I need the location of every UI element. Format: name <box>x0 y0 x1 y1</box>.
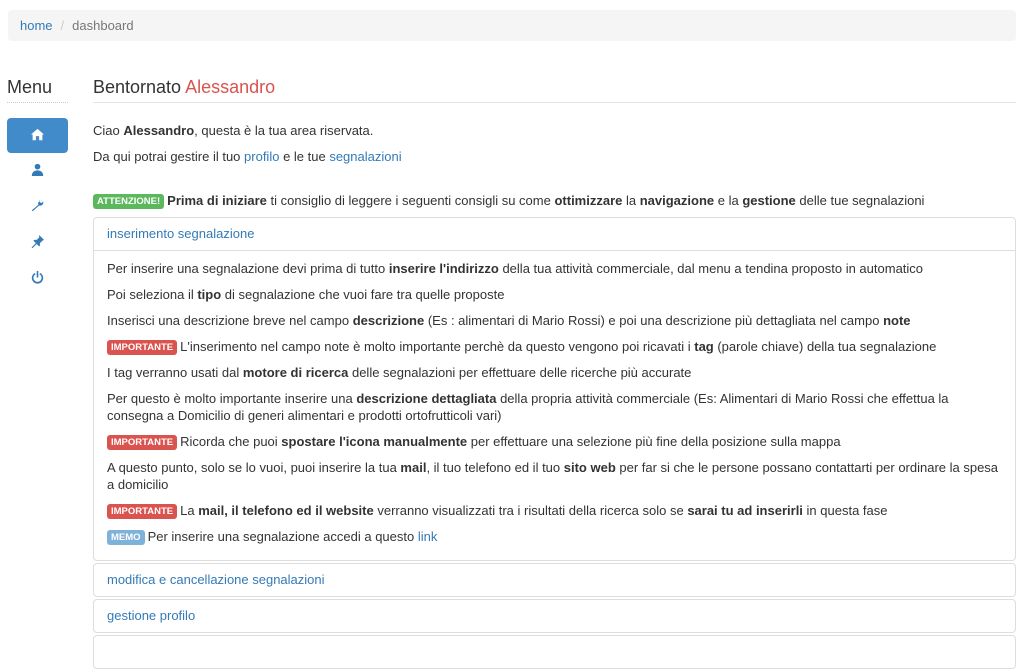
text: , il tuo telefono ed il tuo <box>426 460 564 475</box>
sidebar-item-profile[interactable] <box>7 153 68 189</box>
panel-line <box>107 390 1002 424</box>
bold-text: note <box>883 313 911 328</box>
page-title <box>93 77 1016 103</box>
text: I tag verranno usati dal <box>107 365 243 380</box>
panel-header[interactable] <box>94 636 1015 668</box>
title-user-name: Alessandro <box>185 77 276 97</box>
text: di segnalazione che vuoi fare tra quelle proposte <box>221 287 505 302</box>
link[interactable]: segnalazioni <box>329 149 402 164</box>
panel-line <box>107 364 1002 381</box>
panel-body <box>94 250 1015 560</box>
text: A questo punto, solo se lo vuoi, puoi inserire la tua <box>107 460 401 475</box>
bold-text: spostare l'icona manualmente <box>281 434 468 449</box>
main-content <box>93 77 1016 671</box>
label-success: ATTENZIONE! <box>93 194 164 209</box>
accordion-panel <box>93 217 1016 561</box>
sidebar-item-home[interactable] <box>7 118 68 153</box>
bold-text: Alessandro <box>123 123 195 138</box>
text: Per inserire una segnalazione accedi a questo <box>147 529 418 544</box>
panel-line <box>107 528 1002 545</box>
accordion-panel <box>93 635 1016 669</box>
breadcrumb <box>8 10 1016 41</box>
user-icon <box>31 163 44 179</box>
text: verranno visualizzati tra i risultati della ricerca solo se <box>373 503 688 518</box>
intro-line <box>93 122 1016 140</box>
text: L'inserimento nel campo note è molto importante perchè da questo vengono poi ricavati i <box>180 339 695 354</box>
text: la <box>622 193 640 208</box>
text: per far si che le persone possano contattarti per ordinare la spesa a domicilio <box>107 460 999 492</box>
title-greeting: Bentornato <box>93 77 182 97</box>
sidebar-item-settings[interactable] <box>7 189 68 225</box>
text: delle tue segnalazioni <box>795 193 925 208</box>
text: della propria attività commerciale (Es: Alimentari di Mario Rossi che effettua la consegna a Domicilio di generi alimentari e prodotti ortofrutticoli vari) <box>107 391 949 423</box>
sidebar-nav <box>7 118 68 297</box>
pushpin-icon <box>31 235 44 251</box>
bold-text: descrizione dettagliata <box>356 391 497 406</box>
power-icon <box>31 271 44 287</box>
text: in questa fase <box>802 503 888 518</box>
menu-title: Menu <box>7 77 68 103</box>
bold-text: motore di ricerca <box>242 365 349 380</box>
accordion-panel <box>93 599 1016 633</box>
text: , questa è la tua area riservata. <box>194 123 374 138</box>
bold-text: mail <box>400 460 427 475</box>
bold-text: ottimizzare <box>554 193 623 208</box>
label-danger: IMPORTANTE <box>107 435 177 450</box>
panel-line <box>107 338 1002 355</box>
text: Ricorda che puoi <box>180 434 282 449</box>
text: Per questo è molto importante inserire una <box>107 391 357 406</box>
breadcrumb-home-link[interactable]: home <box>20 18 53 33</box>
notice-line <box>93 192 1016 210</box>
bold-text: sito web <box>563 460 616 475</box>
sidebar-item-logout[interactable] <box>7 261 68 297</box>
text: Ciao <box>93 123 124 138</box>
panel-line <box>107 312 1002 329</box>
bold-text: sarai tu ad inserirli <box>687 503 803 518</box>
panel-header[interactable]: modifica e cancellazione segnalazioni <box>107 572 325 587</box>
text: delle segnalazioni per effettuare delle ricerche più accurate <box>348 365 692 380</box>
label-danger: IMPORTANTE <box>107 504 177 519</box>
accordion-panel <box>93 563 1016 597</box>
home-icon <box>31 128 44 144</box>
text: La <box>180 503 199 518</box>
accordion <box>93 217 1016 669</box>
bold-text: mail, il telefono ed il website <box>198 503 374 518</box>
bold-text: tipo <box>197 287 222 302</box>
breadcrumb-separator: / <box>60 18 65 33</box>
bold-text: gestione <box>742 193 796 208</box>
text: e le tue <box>279 149 330 164</box>
link[interactable]: profilo <box>244 149 280 164</box>
text: Per inserire una segnalazione devi prima di tutto <box>107 261 389 276</box>
bold-text: Prima di iniziare <box>167 193 267 208</box>
panel-line <box>107 459 1002 493</box>
bold-text: descrizione <box>352 313 425 328</box>
panel-line <box>107 502 1002 519</box>
link[interactable]: link <box>417 529 438 544</box>
label-danger: IMPORTANTE <box>107 340 177 355</box>
text: Da qui potrai gestire il tuo <box>93 149 245 164</box>
text: Inserisci una descrizione breve nel campo <box>107 313 353 328</box>
panel-header[interactable]: gestione profilo <box>107 608 196 623</box>
breadcrumb-current: dashboard <box>72 18 134 33</box>
text: Poi seleziona il <box>107 287 198 302</box>
panel-header[interactable]: inserimento segnalazione <box>107 226 255 241</box>
bold-text: inserire l'indirizzo <box>388 261 499 276</box>
text: e la <box>714 193 743 208</box>
label-info: MEMO <box>107 530 145 545</box>
text: (parole chiave) della tua segnalazione <box>713 339 937 354</box>
panel-line <box>107 260 1002 277</box>
text: ti consiglio di leggere i seguenti consigli su come <box>266 193 555 208</box>
text: (Es : alimentari di Mario Rossi) e poi una descrizione più dettagliata nel campo <box>424 313 884 328</box>
bold-text: tag <box>694 339 714 354</box>
intro-line <box>93 148 1016 166</box>
panel-line <box>107 433 1002 450</box>
text: per effettuare una selezione più fine della posizione sulla mappa <box>467 434 841 449</box>
text: della tua attività commerciale, dal menu a tendina proposto in automatico <box>498 261 924 276</box>
sidebar-item-reports[interactable] <box>7 225 68 261</box>
wrench-icon <box>31 199 44 215</box>
bold-text: navigazione <box>639 193 715 208</box>
panel-line <box>107 286 1002 303</box>
